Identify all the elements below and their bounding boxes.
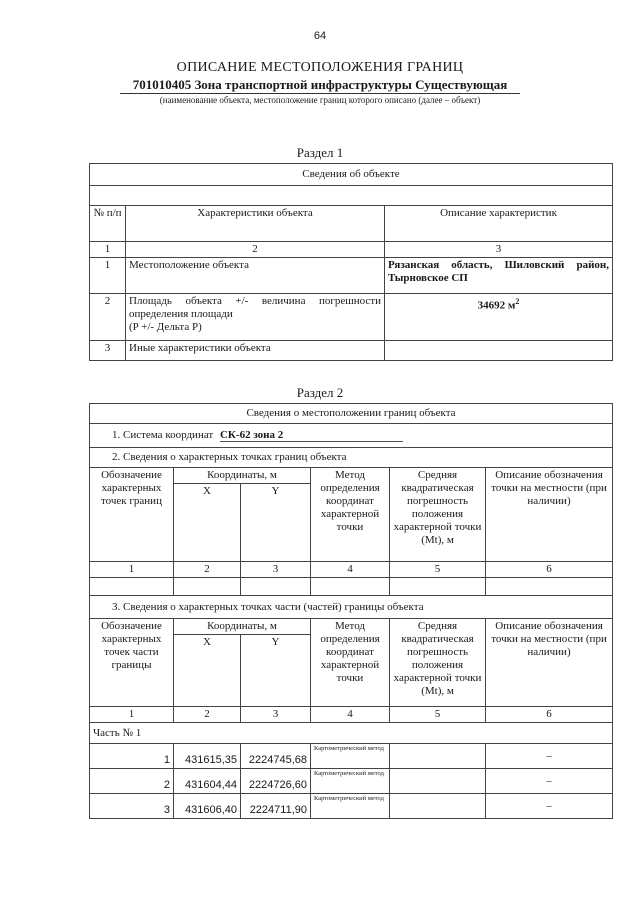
row-value (385, 341, 613, 361)
header-number: № п/п (90, 206, 126, 242)
row-number: 3 (90, 341, 126, 361)
point-id: 3 (90, 794, 174, 819)
point-error (390, 744, 486, 769)
col-number: 3 (241, 562, 311, 578)
header-method: Метод определения координат характерной точки (311, 468, 390, 562)
location-value: Рязанская область, Шиловский район, Тырновское СП (385, 258, 613, 294)
document-title: ОПИСАНИЕ МЕСТОПОЛОЖЕНИЯ ГРАНИЦ (176, 60, 464, 75)
col-number: 5 (390, 562, 486, 578)
section2-label: Раздел 2 (296, 385, 344, 400)
table-row (90, 294, 613, 341)
coordinate-system-label: 1. Система координат (112, 429, 214, 441)
header-part-point-designation: Обозначение характерных точек части границы (90, 619, 174, 707)
point-x: 431606,40 (174, 794, 241, 819)
point-y: 2224726,60 (241, 769, 311, 794)
point-method: Картометрический метод (311, 794, 390, 819)
table-row (90, 744, 613, 769)
object-caption: (наименование объекта, местоположение границ которого описано (далее – объект) (159, 95, 481, 105)
point-error (390, 794, 486, 819)
section2-table (89, 403, 613, 819)
point-y: 2224745,68 (241, 744, 311, 769)
page-number: 64 (313, 30, 327, 42)
point-method: Картометрический метод (311, 769, 390, 794)
col-number: 3 (385, 242, 613, 258)
header-y: Y (241, 635, 311, 707)
section1-blank-row (90, 186, 613, 206)
area-label: Площадь объекта +/- величина погрешности определения площади (129, 295, 381, 320)
point-id: 2 (90, 769, 174, 794)
empty-row (90, 578, 613, 596)
col-number: 6 (486, 707, 613, 723)
coordinate-system-value: СК-62 зона 2 (220, 429, 403, 442)
header-point-designation: Обозначение характерных точек границ (90, 468, 174, 562)
section2-table-title: Сведения о местоположении границ объекта (90, 404, 613, 424)
header-point-description: Описание обозначения точки на местности (при наличии) (486, 468, 613, 562)
point-error (390, 769, 486, 794)
col-number: 3 (241, 707, 311, 723)
row-number: 2 (90, 294, 126, 341)
col-number: 4 (311, 707, 390, 723)
row-name (126, 294, 385, 341)
header-error: Средняя квадратическая погрешность положения характерной точки (Mt), м (390, 619, 486, 707)
row-name: Местоположение объекта (126, 258, 385, 294)
point-method: Картометрический метод (311, 744, 390, 769)
table-row (90, 341, 613, 361)
header-coordinates: Координаты, м (174, 619, 311, 635)
point-description: – (486, 744, 613, 769)
subsection2-title: 2. Сведения о характерных точках границ объекта (90, 448, 613, 468)
section1-table (89, 163, 613, 361)
object-name: 701010405 Зона транспортной инфраструктуры Существующая (132, 77, 508, 92)
point-x: 431615,35 (174, 744, 241, 769)
col-number: 2 (126, 242, 385, 258)
point-description: – (486, 794, 613, 819)
col-number: 2 (174, 562, 241, 578)
header-error: Средняя квадратическая погрешность положения характерной точки (Mt), м (390, 468, 486, 562)
header-x: X (174, 635, 241, 707)
section1-table-title: Сведения об объекте (90, 164, 613, 186)
header-coordinates: Координаты, м (174, 468, 311, 484)
col-number: 1 (90, 242, 126, 258)
row-name: Иные характеристики объекта (126, 341, 385, 361)
header-method: Метод определения координат характерной точки (311, 619, 390, 707)
point-x: 431604,44 (174, 769, 241, 794)
header-x: X (174, 484, 241, 562)
table-row (90, 769, 613, 794)
area-formula: (P +/- Дельта P) (129, 321, 202, 333)
area-value: 34692 м (477, 299, 516, 312)
header-description: Описание характеристик (385, 206, 613, 242)
col-number: 4 (311, 562, 390, 578)
col-number: 2 (174, 707, 241, 723)
section1-label: Раздел 1 (296, 145, 344, 160)
col-number: 1 (90, 562, 174, 578)
col-number: 1 (90, 707, 174, 723)
table-row (90, 794, 613, 819)
point-id: 1 (90, 744, 174, 769)
point-y: 2224711,90 (241, 794, 311, 819)
point-description: – (486, 769, 613, 794)
area-value-cell (385, 294, 613, 341)
row-number: 1 (90, 258, 126, 294)
col-number: 6 (486, 562, 613, 578)
subsection3-title: 3. Сведения о характерных точках части (частей) границы объекта (90, 596, 613, 619)
header-characteristics: Характеристики объекта (126, 206, 385, 242)
header-point-description: Описание обозначения точки на местности (при наличии) (486, 619, 613, 707)
part-label: Часть № 1 (90, 723, 613, 744)
col-number: 5 (390, 707, 486, 723)
table-row (90, 258, 613, 294)
title-underline (120, 93, 520, 94)
coordinate-system-row (90, 424, 613, 448)
area-unit-exponent: 2 (515, 297, 520, 306)
header-y: Y (241, 484, 311, 562)
